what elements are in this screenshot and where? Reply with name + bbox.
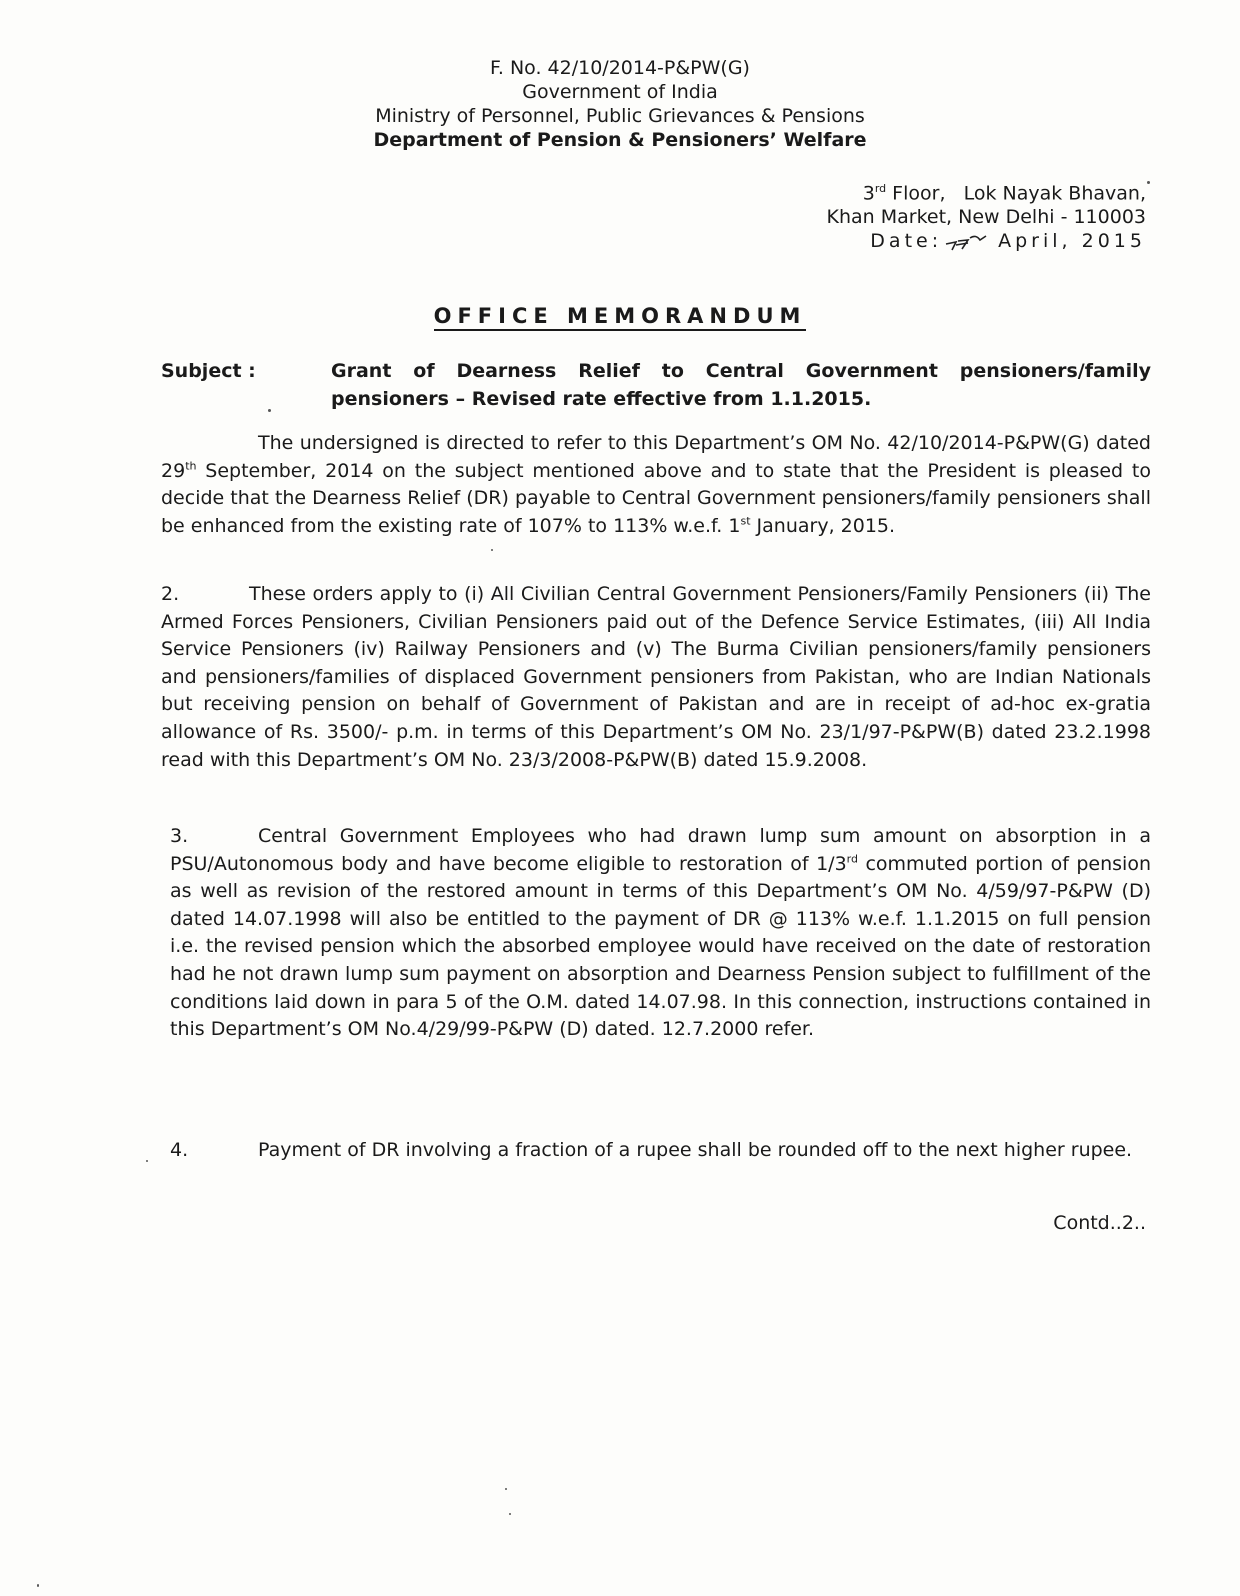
subject-label: Subject : [161, 360, 256, 382]
p1-text-a: The undersigned is directed to refer to this Department’s OM No. 42/10/2014-P&PW(G) dated 29 [161, 432, 1151, 482]
address-line-1 [827, 177, 1146, 205]
department-name: Department of Pension & Pensioners’ Welfare [373, 129, 867, 151]
paragraph-1 [161, 430, 1151, 540]
p3-text-b: commuted portion of pension as well as revision of the restored amount in terms of this Department’s OM No. 4/59/97-P&PW (D) dated 14.07.1998 will also be entitled to the payment of DR @ 113% w.e.f. 1.1.2015 on full pension i.e. the revised pension which the absorbed employee would have received on the date of restoration had he not drawn lump sum payment on absorption and Dearness Pension subject to fulfillment of the conditions laid down in para 5 of the O.M. dated 14.07.98. In this connection, instructions contained in this Department’s OM No.4/29/99-P&PW (D) dated. 12.7.2000 refer. [170, 852, 1151, 1041]
scan-speck [268, 409, 271, 412]
ministry-name: Ministry of Personnel, Public Grievances & Pensions [375, 105, 865, 127]
memo-title [0, 304, 1240, 328]
address-line-2: Khan Market, New Delhi - 110003 [826, 206, 1146, 229]
paragraph-3 [170, 823, 1151, 1044]
paragraph-4 [170, 1137, 1151, 1165]
p3-number: 3. [170, 825, 189, 847]
scan-speck [146, 1160, 148, 1162]
continued-note: Contd..2.. [1053, 1212, 1146, 1234]
government-name: Government of India [522, 81, 718, 103]
letterhead [0, 56, 1240, 152]
p3-text-a: Central Government Employees who had drawn lump sum amount on absorption in a PSU/Autonomous body and have become eligible to restoration of 1/3 [170, 825, 1151, 875]
scan-speck [509, 1513, 511, 1515]
handwritten-date-scribble [942, 232, 998, 252]
subject-text: Grant of Dearness Relief to Central Government pensioners/family pensioners – Revised rate effective from 1.1.2015. [331, 360, 1151, 410]
p3-sup: rd [846, 852, 858, 866]
file-number: F. No. 42/10/2014-P&PW(G) [490, 57, 750, 79]
p1-text-c: January, 2015. [750, 514, 896, 537]
p2-text: These orders apply to (i) All Civilian Central Government Pensioners/Family Pensioners (ii) The Armed Forces Pensioners, Civilian Pensioners paid out of the Defence Service Estimates, (iii) All India Service Pensioners (iv) Railway Pensioners and (v) The Burma Civilian pensioners/family pensioners and pensioners/families of displaced Government pensioners from Pakistan, who are Indian Nationals but receiving pension on behalf of Government of Pakistan and are in receipt of ad-hoc ex-gratia allowance of Rs. 3500/- p.m. in terms of this Department’s OM No. 23/1/97-P&PW(B) dated 23.2.1998 read with this Department’s OM No. 23/3/2008-P&PW(B) dated 15.9.2008. [161, 583, 1151, 771]
scan-speck [505, 1488, 507, 1490]
p4-text: Payment of DR involving a fraction of a rupee shall be rounded off to the next higher rupee. [258, 1139, 1133, 1161]
p2-number: 2. [161, 583, 180, 605]
scan-speck [37, 1584, 39, 1587]
p4-number: 4. [170, 1139, 189, 1161]
p1-text-b: September, 2014 on the subject mentioned above and to state that the President is pleased to decide that the Dearness Relief (DR) payable to Central Government pensioners/family pensioners shall be enhanced from the existing rate of 107% to 113% w.e.f. 1 [161, 459, 1151, 537]
p1-sup-a: th [185, 459, 197, 473]
date-line [827, 229, 1146, 253]
p1-sup-b: st [740, 514, 751, 528]
floor-building: Floor, Lok Nayak Bhavan, [886, 182, 1146, 205]
floor-number: 3 [862, 182, 875, 205]
memo-title-text: OFFICE MEMORANDUM [434, 304, 807, 331]
paragraph-2 [161, 581, 1151, 774]
floor-suffix: rd [874, 182, 887, 195]
scan-speck [1147, 181, 1150, 184]
office-address [827, 177, 1146, 253]
scan-speck [491, 549, 493, 551]
date-value: April, 2015 [998, 230, 1146, 253]
date-label: Date: [870, 230, 943, 253]
